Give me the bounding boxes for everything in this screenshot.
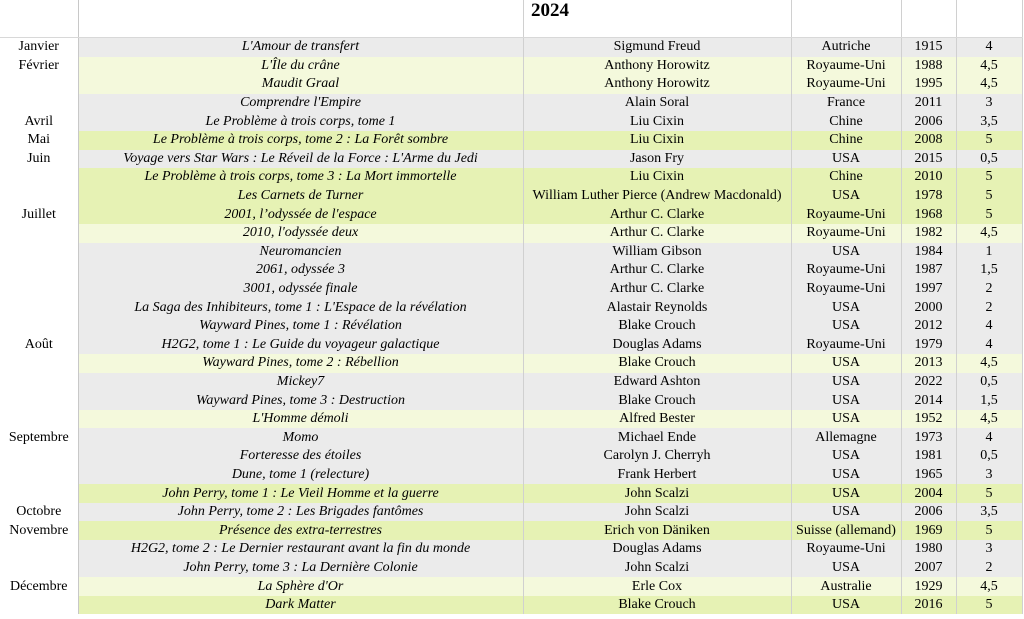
rating-cell[interactable]: 4 (956, 428, 1022, 447)
author-cell[interactable]: John Scalzi (523, 484, 791, 503)
year-cell[interactable]: 1965 (901, 466, 956, 485)
year-cell[interactable]: 1988 (901, 57, 956, 76)
title-cell[interactable]: L'Île du crâne (78, 57, 523, 76)
title-cell[interactable]: H2G2, tome 1 : Le Guide du voyageur galactique (78, 336, 523, 355)
title-cell[interactable]: Présence des extra-terrestres (78, 521, 523, 540)
table-row (0, 57, 1022, 76)
month-cell[interactable]: Novembre (0, 521, 78, 540)
year-cell[interactable]: 1984 (901, 243, 956, 262)
country-cell[interactable]: USA (791, 559, 901, 578)
month-cell[interactable] (0, 187, 78, 206)
table-row (0, 428, 1022, 447)
country-cell[interactable]: Suisse (allemand) (791, 521, 901, 540)
table-row (0, 447, 1022, 466)
author-cell[interactable]: Douglas Adams (523, 336, 791, 355)
year-cell[interactable]: 1978 (901, 187, 956, 206)
rating-cell[interactable]: 4,5 (956, 224, 1022, 243)
rating-cell[interactable]: 5 (956, 187, 1022, 206)
country-cell[interactable]: Royaume-Uni (791, 336, 901, 355)
country-cell[interactable]: Australie (791, 577, 901, 596)
country-cell[interactable]: USA (791, 503, 901, 522)
country-cell[interactable]: Chine (791, 112, 901, 131)
rating-cell[interactable]: 2 (956, 280, 1022, 299)
table-row (0, 131, 1022, 150)
author-cell[interactable]: Blake Crouch (523, 391, 791, 410)
table-row (0, 336, 1022, 355)
author-cell[interactable]: Anthony Horowitz (523, 57, 791, 76)
country-cell[interactable]: Royaume-Uni (791, 224, 901, 243)
table-row (0, 540, 1022, 559)
country-cell[interactable]: Royaume-Uni (791, 280, 901, 299)
year-cell[interactable]: 1969 (901, 521, 956, 540)
table-row (0, 280, 1022, 299)
author-cell[interactable]: William Gibson (523, 243, 791, 262)
author-cell[interactable]: Blake Crouch (523, 354, 791, 373)
rating-cell[interactable]: 5 (956, 168, 1022, 187)
author-cell[interactable]: Erich von Däniken (523, 521, 791, 540)
title-cell[interactable]: Momo (78, 428, 523, 447)
year-cell[interactable]: 2006 (901, 503, 956, 522)
year-cell[interactable]: 2022 (901, 373, 956, 392)
author-cell[interactable]: Blake Crouch (523, 596, 791, 615)
rating-cell[interactable]: 5 (956, 521, 1022, 540)
table-row (0, 559, 1022, 578)
year-cell[interactable]: 1968 (901, 205, 956, 224)
rating-cell[interactable]: 3 (956, 540, 1022, 559)
rating-cell[interactable]: 4,5 (956, 577, 1022, 596)
author-cell[interactable]: Anthony Horowitz (523, 75, 791, 94)
year-cell[interactable]: 1915 (901, 38, 956, 57)
author-cell[interactable]: Carolyn J. Cherryh (523, 447, 791, 466)
month-cell[interactable] (0, 75, 78, 94)
table-row (0, 243, 1022, 262)
rating-cell[interactable]: 4 (956, 317, 1022, 336)
year-cell[interactable]: 1979 (901, 336, 956, 355)
rating-cell[interactable]: 5 (956, 131, 1022, 150)
title-cell[interactable]: Dune, tome 1 (relecture) (78, 466, 523, 485)
title-cell[interactable]: Le Problème à trois corps, tome 3 : La Mort immortelle (78, 168, 523, 187)
year-cell[interactable]: 2007 (901, 559, 956, 578)
title-cell[interactable]: H2G2, tome 2 : Le Dernier restaurant avant la fin du monde (78, 540, 523, 559)
author-cell[interactable]: Arthur C. Clarke (523, 224, 791, 243)
month-cell[interactable] (0, 540, 78, 559)
author-cell[interactable]: Sigmund Freud (523, 38, 791, 57)
author-cell[interactable]: Arthur C. Clarke (523, 280, 791, 299)
month-cell[interactable] (0, 298, 78, 317)
title-cell[interactable]: Wayward Pines, tome 3 : Destruction (78, 391, 523, 410)
title-cell[interactable]: L'Homme démoli (78, 410, 523, 429)
rating-cell[interactable]: 2 (956, 559, 1022, 578)
title-cell[interactable]: Wayward Pines, tome 2 : Rébellion (78, 354, 523, 373)
rating-cell[interactable]: 1,5 (956, 261, 1022, 280)
table-row (0, 224, 1022, 243)
title-cell[interactable]: John Perry, tome 2 : Les Brigades fantômes (78, 503, 523, 522)
author-cell[interactable]: Edward Ashton (523, 373, 791, 392)
year-cell[interactable]: 2013 (901, 354, 956, 373)
author-cell[interactable]: Alfred Bester (523, 410, 791, 429)
author-cell[interactable]: Liu Cixin (523, 131, 791, 150)
country-cell[interactable]: USA (791, 466, 901, 485)
country-cell[interactable]: Autriche (791, 38, 901, 57)
author-cell[interactable]: Alastair Reynolds (523, 298, 791, 317)
author-cell[interactable]: Arthur C. Clarke (523, 261, 791, 280)
rating-cell[interactable]: 5 (956, 484, 1022, 503)
month-cell[interactable] (0, 559, 78, 578)
table-row (0, 484, 1022, 503)
month-cell[interactable] (0, 224, 78, 243)
table-row (0, 75, 1022, 94)
year-cell[interactable]: 2000 (901, 298, 956, 317)
title-cell[interactable]: Voyage vers Star Wars : Le Réveil de la Force : L'Arme du Jedi (78, 150, 523, 169)
country-cell[interactable]: USA (791, 187, 901, 206)
rating-cell[interactable]: 4,5 (956, 75, 1022, 94)
rating-cell[interactable]: 3 (956, 94, 1022, 113)
month-cell[interactable] (0, 261, 78, 280)
year-cell[interactable]: 2014 (901, 391, 956, 410)
month-cell[interactable]: Août (0, 336, 78, 355)
table-row (0, 521, 1022, 540)
table-row (0, 298, 1022, 317)
month-cell[interactable] (0, 391, 78, 410)
year-cell[interactable]: 2006 (901, 112, 956, 131)
month-cell[interactable]: Décembre (0, 577, 78, 596)
rating-cell[interactable]: 0,5 (956, 373, 1022, 392)
rating-cell[interactable]: 0,5 (956, 150, 1022, 169)
author-cell[interactable]: Erle Cox (523, 577, 791, 596)
author-cell[interactable]: Jason Fry (523, 150, 791, 169)
country-cell[interactable]: USA (791, 447, 901, 466)
country-cell[interactable]: USA (791, 243, 901, 262)
year-cell[interactable]: 1997 (901, 280, 956, 299)
country-cell[interactable]: Chine (791, 168, 901, 187)
year-cell[interactable]: 1952 (901, 410, 956, 429)
title-cell[interactable]: 2061, odyssée 3 (78, 261, 523, 280)
rating-cell[interactable]: 4,5 (956, 57, 1022, 76)
author-cell[interactable]: John Scalzi (523, 559, 791, 578)
year-cell[interactable]: 2015 (901, 150, 956, 169)
title-cell[interactable]: La Saga des Inhibiteurs, tome 1 : L'Espace de la révélation (78, 298, 523, 317)
year-cell[interactable]: 2008 (901, 131, 956, 150)
title-cell[interactable]: 3001, odyssée finale (78, 280, 523, 299)
author-cell[interactable]: Douglas Adams (523, 540, 791, 559)
month-cell[interactable]: Mai (0, 131, 78, 150)
author-cell[interactable]: Frank Herbert (523, 466, 791, 485)
rating-cell[interactable]: 5 (956, 596, 1022, 615)
title-cell[interactable]: Wayward Pines, tome 1 : Révélation (78, 317, 523, 336)
rating-cell[interactable]: 2 (956, 298, 1022, 317)
year-cell[interactable]: 1929 (901, 577, 956, 596)
table-row (0, 205, 1022, 224)
country-cell[interactable]: Royaume-Uni (791, 57, 901, 76)
table-row (0, 112, 1022, 131)
month-cell[interactable]: Juin (0, 150, 78, 169)
year-cell[interactable]: 1980 (901, 540, 956, 559)
rating-cell[interactable]: 4 (956, 336, 1022, 355)
title-cell[interactable]: Forteresse des étoiles (78, 447, 523, 466)
country-cell[interactable]: USA (791, 391, 901, 410)
rating-cell[interactable]: 3 (956, 466, 1022, 485)
rating-cell[interactable]: 0,5 (956, 447, 1022, 466)
rating-cell[interactable]: 3,5 (956, 503, 1022, 522)
table-row (0, 466, 1022, 485)
month-cell[interactable]: Janvier (0, 38, 78, 57)
table-row (0, 187, 1022, 206)
author-cell[interactable]: Liu Cixin (523, 168, 791, 187)
table-row (0, 317, 1022, 336)
country-cell[interactable]: Chine (791, 131, 901, 150)
month-cell[interactable] (0, 596, 78, 615)
table-row (0, 150, 1022, 169)
country-cell[interactable]: France (791, 94, 901, 113)
month-cell[interactable]: Septembre (0, 428, 78, 447)
month-cell[interactable] (0, 373, 78, 392)
title-cell[interactable]: Maudit Graal (78, 75, 523, 94)
table-row (0, 38, 1022, 57)
header-row-1 (0, 0, 1022, 20)
country-cell[interactable]: USA (791, 373, 901, 392)
author-cell[interactable]: Arthur C. Clarke (523, 205, 791, 224)
country-cell[interactable]: Allemagne (791, 428, 901, 447)
year-cell[interactable]: 2010 (901, 168, 956, 187)
table-row (0, 94, 1022, 113)
table-row (0, 354, 1022, 373)
country-cell[interactable]: Royaume-Uni (791, 540, 901, 559)
header-row-2 (0, 20, 1022, 38)
country-cell[interactable]: USA (791, 317, 901, 336)
month-cell[interactable]: Avril (0, 112, 78, 131)
rating-cell[interactable]: 3,5 (956, 112, 1022, 131)
rating-cell[interactable]: 4,5 (956, 354, 1022, 373)
month-cell[interactable] (0, 168, 78, 187)
country-cell[interactable]: Royaume-Uni (791, 75, 901, 94)
country-cell[interactable]: USA (791, 484, 901, 503)
month-cell[interactable] (0, 410, 78, 429)
month-cell[interactable] (0, 447, 78, 466)
year-cell[interactable]: 2016 (901, 596, 956, 615)
month-cell[interactable] (0, 354, 78, 373)
country-cell[interactable]: Royaume-Uni (791, 261, 901, 280)
country-cell[interactable]: USA (791, 354, 901, 373)
table-row (0, 261, 1022, 280)
title-cell[interactable]: 2001, l’odyssée de l'espace (78, 205, 523, 224)
rating-cell[interactable]: 1 (956, 243, 1022, 262)
country-cell[interactable]: USA (791, 298, 901, 317)
country-cell[interactable]: USA (791, 596, 901, 615)
year-cell[interactable]: 1987 (901, 261, 956, 280)
author-cell[interactable]: Blake Crouch (523, 317, 791, 336)
title-cell[interactable]: Les Carnets de Turner (78, 187, 523, 206)
month-cell[interactable] (0, 94, 78, 113)
title-cell[interactable]: 2010, l'odyssée deux (78, 224, 523, 243)
month-cell[interactable]: Février (0, 57, 78, 76)
table-row (0, 168, 1022, 187)
table-row (0, 391, 1022, 410)
rating-cell[interactable]: 5 (956, 205, 1022, 224)
title-cell[interactable]: John Perry, tome 1 : Le Vieil Homme et la guerre (78, 484, 523, 503)
year-heading: 2024 (531, 0, 569, 21)
title-cell[interactable]: La Sphère d'Or (78, 577, 523, 596)
title-cell[interactable]: Comprendre l'Empire (78, 94, 523, 113)
table-row (0, 596, 1022, 615)
table-row (0, 373, 1022, 392)
title-cell[interactable]: John Perry, tome 3 : La Dernière Colonie (78, 559, 523, 578)
country-cell[interactable]: Royaume-Uni (791, 205, 901, 224)
title-cell[interactable]: L'Amour de transfert (78, 38, 523, 57)
title-cell[interactable]: Le Problème à trois corps, tome 2 : La Forêt sombre (78, 131, 523, 150)
year-cell[interactable]: 1981 (901, 447, 956, 466)
rating-cell[interactable]: 1,5 (956, 391, 1022, 410)
month-cell[interactable]: Juillet (0, 205, 78, 224)
table-row (0, 410, 1022, 429)
country-cell[interactable]: USA (791, 410, 901, 429)
title-cell[interactable]: Le Problème à trois corps, tome 1 (78, 112, 523, 131)
month-cell[interactable] (0, 466, 78, 485)
year-cell[interactable]: 2004 (901, 484, 956, 503)
title-cell[interactable]: Neuromancien (78, 243, 523, 262)
table-row (0, 577, 1022, 596)
month-cell[interactable] (0, 280, 78, 299)
month-cell[interactable]: Octobre (0, 503, 78, 522)
year-cell[interactable]: 1982 (901, 224, 956, 243)
year-cell[interactable]: 1973 (901, 428, 956, 447)
author-cell[interactable]: Liu Cixin (523, 112, 791, 131)
title-cell[interactable]: Mickey7 (78, 373, 523, 392)
month-cell[interactable] (0, 317, 78, 336)
table-row (0, 503, 1022, 522)
year-cell[interactable]: 2012 (901, 317, 956, 336)
author-cell[interactable]: William Luther Pierce (Andrew Macdonald) (523, 187, 791, 206)
author-cell[interactable]: Michael Ende (523, 428, 791, 447)
month-cell[interactable] (0, 243, 78, 262)
year-cell[interactable]: 2011 (901, 94, 956, 113)
author-cell[interactable]: John Scalzi (523, 503, 791, 522)
title-cell[interactable]: Dark Matter (78, 596, 523, 615)
author-cell[interactable]: Alain Soral (523, 94, 791, 113)
month-cell[interactable] (0, 484, 78, 503)
year-cell[interactable]: 1995 (901, 75, 956, 94)
country-cell[interactable]: USA (791, 150, 901, 169)
rating-cell[interactable]: 4,5 (956, 410, 1022, 429)
rating-cell[interactable]: 4 (956, 38, 1022, 57)
